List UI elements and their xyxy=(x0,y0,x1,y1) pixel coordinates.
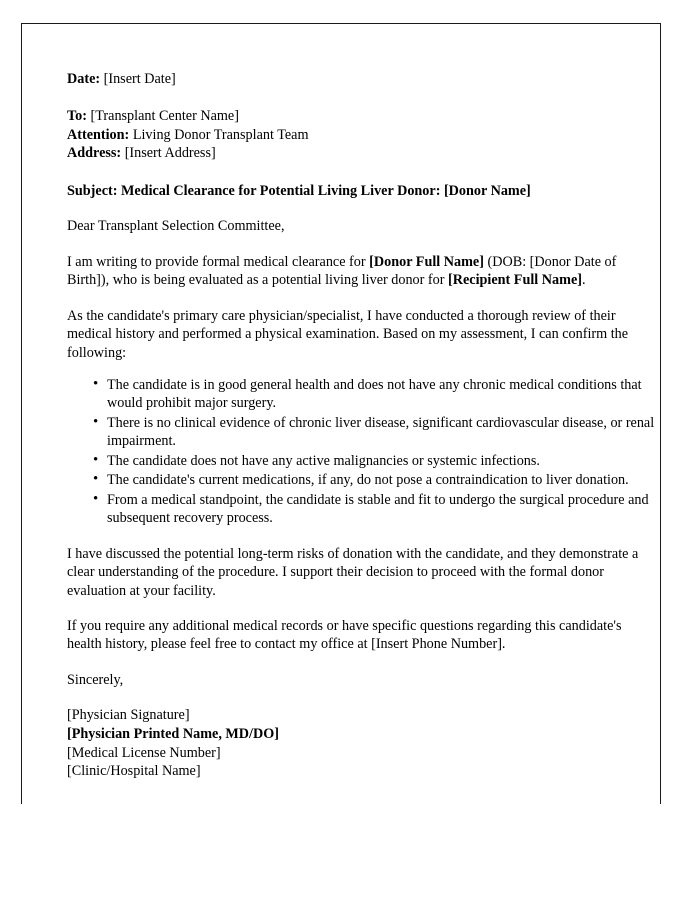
assessment-paragraph: As the candidate's primary care physician/specialist, I have conducted a thorough review of their medical history and performed a physical examination. Based on my assessment, I can confirm the following: xyxy=(67,307,629,361)
intro-part-3: . xyxy=(581,272,586,289)
to-value: [Transplant Center Name] xyxy=(90,108,239,125)
list-item: • There is no clinical evidence of chronic liver disease, significant cardiovascular disease, or renal impairment. xyxy=(107,414,659,451)
contact-paragraph: If you require any additional medical records or have specific questions regarding this candidate's health history, please feel free to contact my office at [Insert Phone Number]. xyxy=(67,617,622,653)
findings-list xyxy=(67,376,659,528)
attention-value: Living Donor Transplant Team xyxy=(132,126,309,143)
date-line xyxy=(67,70,659,88)
list-item: • From a medical standpoint, the candidate is stable and fit to undergo the surgical procedure and subsequent recovery process. xyxy=(107,491,659,528)
document-page-frame xyxy=(21,23,661,804)
subject-line: Subject: Medical Clearance for Potential Living Liver Donor: [Donor Name] xyxy=(67,182,531,199)
medical-license-placeholder: [Medical License Number] xyxy=(67,744,221,761)
attention-label: Attention: xyxy=(67,126,130,143)
clinic-name-placeholder: [Clinic/Hospital Name] xyxy=(67,763,201,780)
date-value: [Insert Date] xyxy=(103,71,176,87)
intro-paragraph xyxy=(67,253,659,290)
recipient-address-line xyxy=(67,144,659,162)
to-label: To: xyxy=(67,108,87,125)
risk-discussion-paragraph: I have discussed the potential long-term risks of donation with the candidate, and they demonstrate a clear understanding of the procedure. I support their decision to proceed with the formal donor evaluation at your facility. xyxy=(67,545,639,599)
recipient-attention-line xyxy=(67,126,659,144)
date-label: Date: xyxy=(67,71,101,87)
address-label: Address: xyxy=(67,145,122,162)
intro-part-1: I am writing to provide formal medical clearance for xyxy=(67,253,370,270)
intro-part-2: (DOB: [Donor Date of Birth]), who is being evaluated as a potential living liver donor for xyxy=(67,253,617,289)
salutation: Dear Transplant Selection Committee, xyxy=(67,218,285,235)
list-item: • The candidate's current medications, if any, do not pose a contraindication to liver donation. xyxy=(107,471,659,489)
signature-block xyxy=(67,706,659,780)
letter-body xyxy=(67,70,659,781)
list-item: • The candidate does not have any active malignancies or systemic infections. xyxy=(107,452,659,470)
recipient-name-placeholder: [Recipient Full Name] xyxy=(448,272,582,289)
list-item: • The candidate is in good general health and does not have any chronic medical conditions that would prohibit major surgery. xyxy=(107,376,659,413)
donor-name-placeholder: [Donor Full Name] xyxy=(369,253,484,270)
address-value: [Insert Address] xyxy=(124,145,216,162)
physician-signature-placeholder: [Physician Signature] xyxy=(67,707,190,724)
recipient-to-line xyxy=(67,107,659,125)
closing-salutation: Sincerely, xyxy=(67,671,124,688)
physician-printed-name-placeholder: [Physician Printed Name, MD/DO] xyxy=(67,725,279,742)
